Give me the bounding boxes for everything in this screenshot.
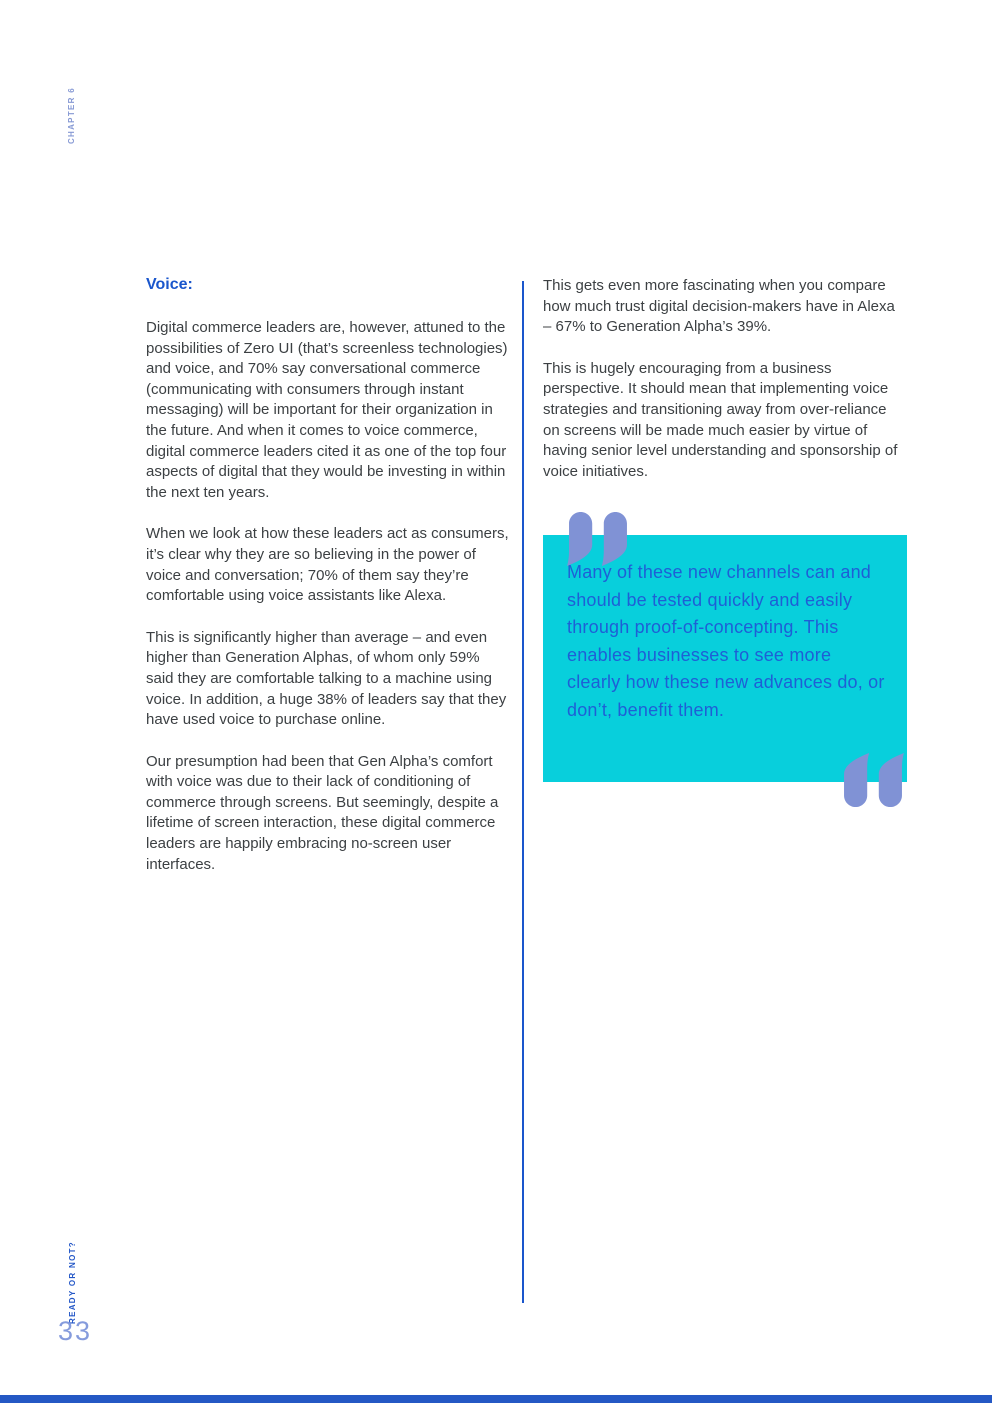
footer-report-title: READY OR NOT?: [68, 1241, 77, 1324]
open-quote-icon: [566, 511, 630, 567]
left-paragraph-1: Digital commerce leaders are, however, attuned to the possibilities of Zero UI (that’s screenless technologies) and voice, and 70% say conversational commerce (communicating with consumers through instant messaging) will be important for their organization in the future. And when it comes to voice commerce, digital commerce leaders cited it as one of the top four aspects of digital that they would be investing in within the next ten years.: [146, 319, 508, 501]
chapter-label: CHAPTER 6: [67, 87, 76, 145]
left-paragraph-4: Our presumption had been that Gen Alpha’s comfort with voice was due to their lack of conditioning of commerce through screens. But seemingly, despite a lifetime of screen interaction, these digital commerce leaders are happily embracing no-screen user interfaces.: [146, 752, 499, 873]
pull-quote-text: Many of these new channels can and should be tested quickly and easily through proof-of-concepting. This enables businesses to see more clearly how these new advances do, or don’t, benefit them.: [567, 562, 885, 720]
section-heading-voice: Voice:: [146, 276, 193, 293]
right-paragraph-1: This gets even more fascinating when you compare how much trust digital decision-makers have in Alexa – 67% to Generation Alpha’s 39%.: [543, 277, 895, 336]
left-paragraph-3: This is significantly higher than average – and even higher than Generation Alphas, of whom only 59% said they are comfortable talking to a machine using voice. In addition, a huge 38% of leaders say that they have used voice to purchase online.: [146, 628, 507, 729]
right-paragraph-2: This is hugely encouraging from a business perspective. It should mean that implementing voice strategies and transitioning away from over-reliance on screens will be made much easier by virtue of having senior level understanding and sponsorship of voice initiatives.: [543, 359, 898, 480]
left-paragraph-2: When we look at how these leaders act as consumers, it’s clear why they are so believing in the power of voice and conversation; 70% of them say they’re comfortable using voice assistants like Alexa.: [146, 525, 509, 605]
column-divider-line: [522, 281, 524, 1303]
right-column: [543, 276, 907, 503]
close-quote-icon: [841, 752, 905, 808]
pull-quote-box: [543, 535, 907, 782]
bottom-accent-bar: [0, 1395, 992, 1403]
page-number: 33: [58, 1316, 93, 1346]
left-column: [146, 276, 510, 896]
